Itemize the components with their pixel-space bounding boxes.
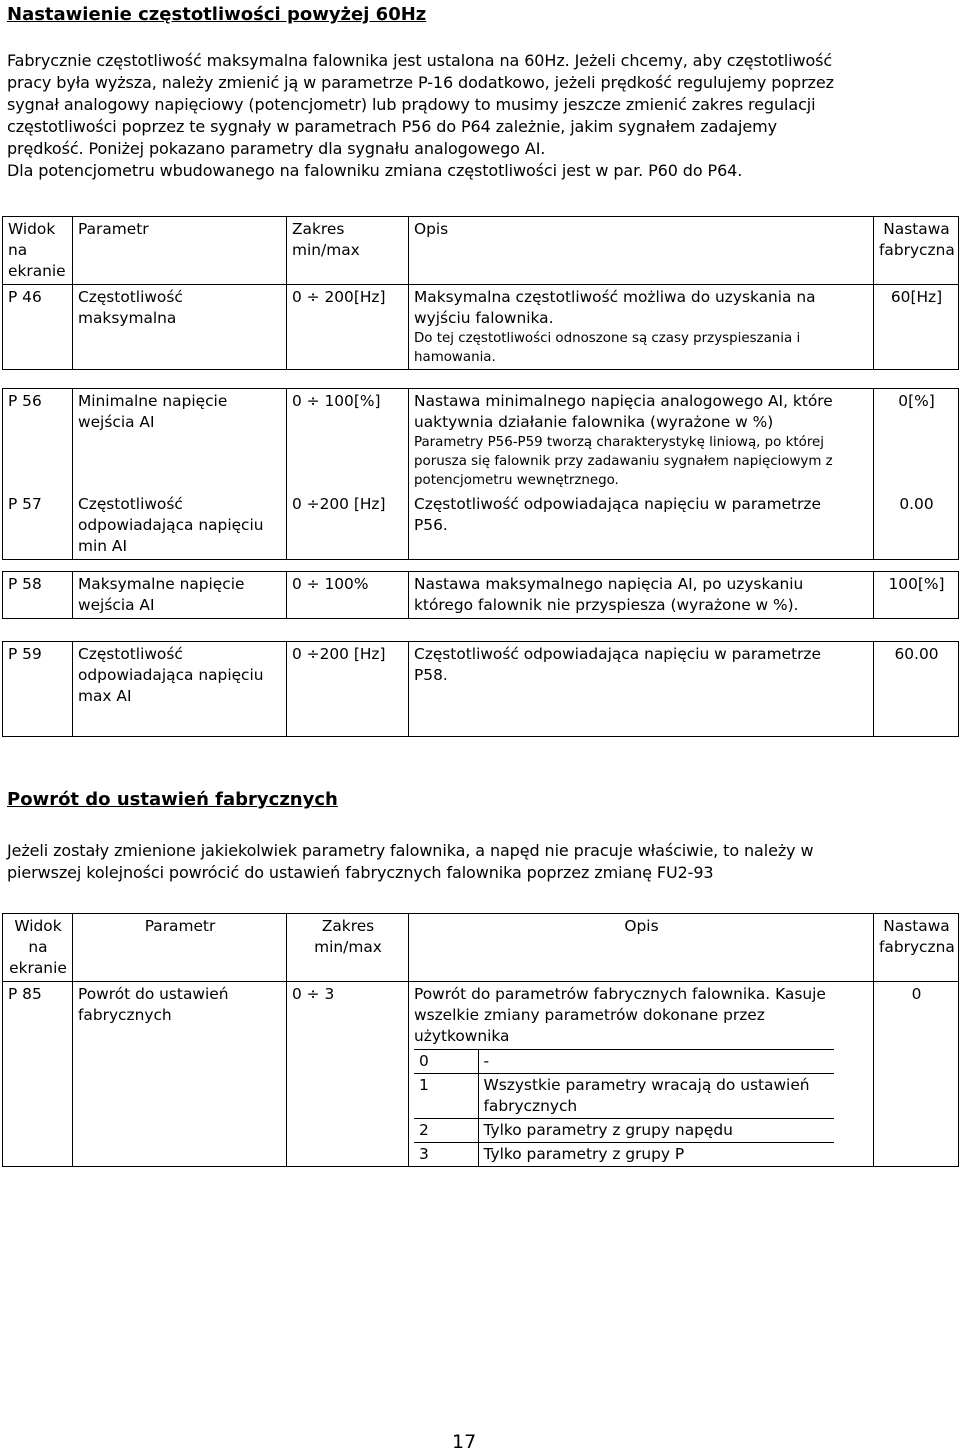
option-row <box>414 1050 834 1074</box>
header-view: Widok na ekranie <box>3 914 73 982</box>
cell-desc: Powrót do parametrów fabrycznych falownika. Kasuje wszelkie zmiany parametrów dokonane przez użytkownika 0 - 1 Wszystkie parametry wracają do ustawień fabrycznych 2 Tylko parametry z grupy napędu 3 Tylko parametry z grupy P <box>409 982 874 1167</box>
cell-view: P 58 <box>3 572 73 619</box>
cell-view: P 59 <box>3 642 73 737</box>
options-table <box>414 1049 834 1166</box>
section1-heading: Nastawienie częstotliwości powyżej 60Hz <box>7 4 427 25</box>
cell-param: Powrót do ustawień fabrycznych <box>73 982 287 1167</box>
page-number: 17 <box>452 1431 477 1453</box>
table-row <box>3 572 959 619</box>
parameters-table-analog <box>2 216 959 737</box>
table-row <box>3 285 959 370</box>
cell-view: P 46 <box>3 285 73 370</box>
cell-param: Minimalne napięcie wejścia AI <box>73 389 287 493</box>
header-default: Nastawa fabryczna <box>874 217 959 285</box>
option-value: 3 <box>414 1143 478 1167</box>
cell-range: 0 ÷200 [Hz] <box>287 492 409 560</box>
option-label: - <box>478 1050 834 1074</box>
header-default: Nastawa fabryczna <box>874 914 959 982</box>
cell-range: 0 ÷ 200[Hz] <box>287 285 409 370</box>
table-header-row <box>3 914 959 982</box>
cell-view: P 56 <box>3 389 73 493</box>
cell-default: 0.00 <box>874 492 959 560</box>
intro-line: Jeżeli zostały zmienione jakiekolwiek parametry falownika, a napęd nie pracuje właściwie, to należy w <box>7 841 814 860</box>
intro-line: Fabrycznie częstotliwość maksymalna falownika jest ustalona na 60Hz. Jeżeli chcemy, aby częstotliwość <box>7 51 833 70</box>
header-param: Parametr <box>73 914 287 982</box>
header-range: Zakres min/max <box>287 914 409 982</box>
cell-range: 0 ÷ 3 <box>287 982 409 1167</box>
intro-line: Dla potencjometru wbudowanego na falowniku zmiana częstotliwości jest w par. P60 do P64. <box>7 161 743 180</box>
cell-param: Częstotliwość odpowiadająca napięciu min AI <box>73 492 287 560</box>
table-row <box>3 982 959 1167</box>
option-row <box>414 1074 834 1119</box>
intro-line: częstotliwości poprzez te sygnały w parametrach P56 do P64 zależnie, jakim sygnałem zadajemy <box>7 117 778 136</box>
table-row <box>3 492 959 560</box>
table-header-row <box>3 217 959 285</box>
parameters-table-reset <box>2 913 959 1167</box>
option-label: Tylko parametry z grupy napędu <box>478 1119 834 1143</box>
cell-note: Parametry P56-P59 tworzą charakterystykę liniową, po której <box>414 435 824 450</box>
header-desc: Opis <box>409 217 874 285</box>
cell-default: 60.00 <box>874 642 959 737</box>
section2-heading: Powrót do ustawień fabrycznych <box>7 789 338 810</box>
intro-line: pierwszej kolejności powrócić do ustawień fabrycznych falownika poprzez zmianę FU2-93 <box>7 863 714 882</box>
intro-line: prędkość. Poniżej pokazano parametry dla sygnału analogowego AI. <box>7 139 546 158</box>
cell-param: Częstotliwość maksymalna <box>73 285 287 370</box>
header-view: Widok na ekranie <box>3 217 73 285</box>
cell-range: 0 ÷ 100% <box>287 572 409 619</box>
cell-desc: Częstotliwość odpowiadająca napięciu w parametrze P56. <box>409 492 874 560</box>
cell-view: P 85 <box>3 982 73 1167</box>
cell-default: 0 <box>874 982 959 1167</box>
cell-range: 0 ÷200 [Hz] <box>287 642 409 737</box>
cell-range: 0 ÷ 100[%] <box>287 389 409 493</box>
cell-param: Częstotliwość odpowiadająca napięciu max AI <box>73 642 287 737</box>
cell-desc: Nastawa minimalnego napięcia analogowego AI, które uaktywnia działanie falownika (wyrażone w %) Parametry P56-P59 tworzą charakterystykę liniową, po której porusza się falownik przy zadawaniu sygnałem napięciowym z potencjometru wewnętrznego. <box>409 389 874 493</box>
cell-desc: Częstotliwość odpowiadająca napięciu w parametrze P58. <box>409 642 874 737</box>
intro-line: sygnał analogowy napięciowy (potencjometr) lub prądowy to musimy jeszcze zmienić zakres regulacji <box>7 95 816 114</box>
cell-note: Do tej częstotliwości odnoszone są czasy przyspieszania i <box>414 331 801 346</box>
option-value: 1 <box>414 1074 478 1119</box>
cell-view: P 57 <box>3 492 73 560</box>
table-row <box>3 389 959 493</box>
option-value: 0 <box>414 1050 478 1074</box>
cell-default: 0[%] <box>874 389 959 493</box>
option-row <box>414 1143 834 1167</box>
header-param: Parametr <box>73 217 287 285</box>
option-value: 2 <box>414 1119 478 1143</box>
cell-default: 100[%] <box>874 572 959 619</box>
intro-line: pracy była wyższa, należy zmienić ją w parametrze P-16 dodatkowo, jeżeli prędkość regulujemy poprzez <box>7 73 834 92</box>
option-label: Wszystkie parametry wracają do ustawień fabrycznych <box>478 1074 834 1119</box>
cell-param: Maksymalne napięcie wejścia AI <box>73 572 287 619</box>
section1-intro <box>7 50 955 182</box>
section2-intro <box>7 840 955 884</box>
option-label: Tylko parametry z grupy P <box>478 1143 834 1167</box>
table-row <box>3 642 959 737</box>
cell-desc: Nastawa maksymalnego napięcia AI, po uzyskaniu którego falownik nie przyspiesza (wyrażone w %). <box>409 572 874 619</box>
header-desc: Opis <box>409 914 874 982</box>
cell-desc: Maksymalna częstotliwość możliwa do uzyskania na wyjściu falownika. Do tej częstotliwości odnoszone są czasy przyspieszania i hamowania. <box>409 285 874 370</box>
header-range: Zakres min/max <box>287 217 409 285</box>
cell-default: 60[Hz] <box>874 285 959 370</box>
option-row <box>414 1119 834 1143</box>
